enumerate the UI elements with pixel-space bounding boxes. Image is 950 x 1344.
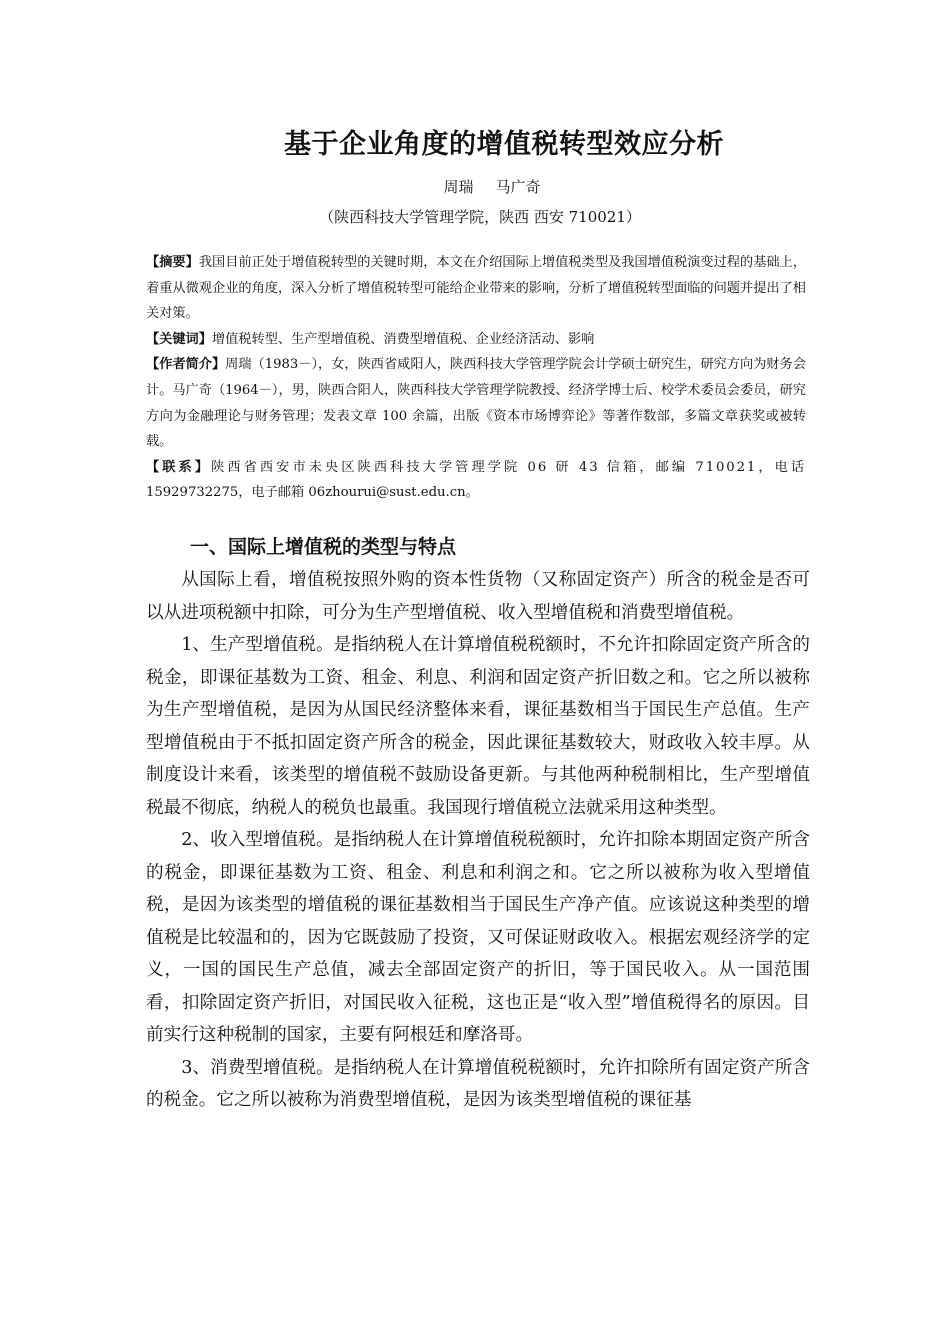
affiliation: （陕西科技大学管理学院，陕西 西安 710021）	[319, 208, 641, 226]
abstract	[146, 250, 806, 327]
section-heading: 一、国际上增值税的类型与特点	[190, 536, 457, 558]
abstract-text: 我国目前正处于增值税转型的关键时期，本文在介绍国际上增值税类型及我国增值税演变过程的基础上，着重从微观企业的角度，深入分析了增值税转型可能给企业带来的影响，分析了增值税转型面临的问题并提出了相关对策。	[146, 255, 807, 322]
author-name: 周瑞	[443, 178, 474, 196]
contact-line1: 陕西省西安市未央区陕西科技大学管理学院 06 研 43 信箱，邮编 710021，电话	[211, 459, 806, 475]
keywords-text: 增值税转型、生产型增值税、消费型增值税、企业经济活动、影响	[211, 331, 595, 347]
abstract-label: 【摘要】	[146, 255, 199, 270]
paragraph: 1、生产型增值税。是指纳税人在计算增值税税额时，不允许扣除固定资产所含的税金，即课征基数为工资、租金、利息、利润和固定资产折旧数之和。它之所以被称为生产型增值税，是因为从国民经济整体来看，课征基数相当于国民生产总值。生产型增值税由于不抵扣固定资产所含的税金，因此课征基数较大，财政收入较丰厚。从制度设计来看，该类型的增值税不鼓励设备更新。与其他两种税制相比，生产型增值税最不彻底，纳税人的税负也最重。我国现行增值税立法就采用这种类型。	[146, 635, 810, 818]
author-name: 马广奇	[495, 178, 541, 196]
author-bio-label: 【作者简介】	[146, 357, 226, 373]
section-body	[146, 564, 810, 1117]
contact-line2: 15929732275，电子邮箱 06zhourui@sust.edu.cn。	[146, 485, 479, 501]
author-bio	[146, 352, 806, 454]
contact	[146, 455, 806, 481]
author-bio-text: 周瑞（1983－），女，陕西省咸阳人，陕西科技大学管理学院会计学硕士研究生，研究方向为财务会计。马广奇（1964－），男，陕西合阳人，陕西科技大学管理学院教授、经济学博士后、校学术委员会委员，研究方向为金融理论与财务管理；发表文章 100 余篇，出版《资本市场博弈论》等著作数部，多篇文章获奖或被转载。	[146, 357, 807, 450]
paragraph: 从国际上看，增值税按照外购的资本性货物（又称固定资产）所含的税金是否可以从进项税额中扣除，可分为生产型增值税、收入型增值税和消费型增值税。	[146, 570, 810, 623]
author-line	[0, 176, 950, 197]
keywords	[146, 327, 806, 353]
paragraph: 3、消费型增值税。是指纳税人在计算增值税税额时，允许扣除所有固定资产所含的税金。它之所以被称为消费型增值税，是因为该类型增值税的课征基	[146, 1057, 810, 1110]
front-matter	[146, 250, 806, 506]
keywords-label: 【关键词】	[146, 331, 212, 347]
paragraph: 2、收入型增值税。是指纳税人在计算增值税税额时，允许扣除本期固定资产所含的税金，即课征基数为工资、租金、利息和利润之和。它之所以被称为收入型增值税，是因为该类型的增值税的课征基数相当于国民生产净产值。应该说这种类型的增值税是比较温和的，因为它既鼓励了投资，又可保证财政收入。根据宏观经济学的定义，一国的国民生产总值，减去全部固定资产的折旧，等于国民收入。从一国范围看，扣除固定资产折旧，对国民收入征税，这也正是“收入型”增值税得名的原因。目前实行这种税制的国家，主要有阿根廷和摩洛哥。	[146, 830, 810, 1045]
paper-title: 基于企业角度的增值税转型效应分析	[284, 129, 724, 160]
contact-label: 【联系】	[146, 459, 212, 475]
